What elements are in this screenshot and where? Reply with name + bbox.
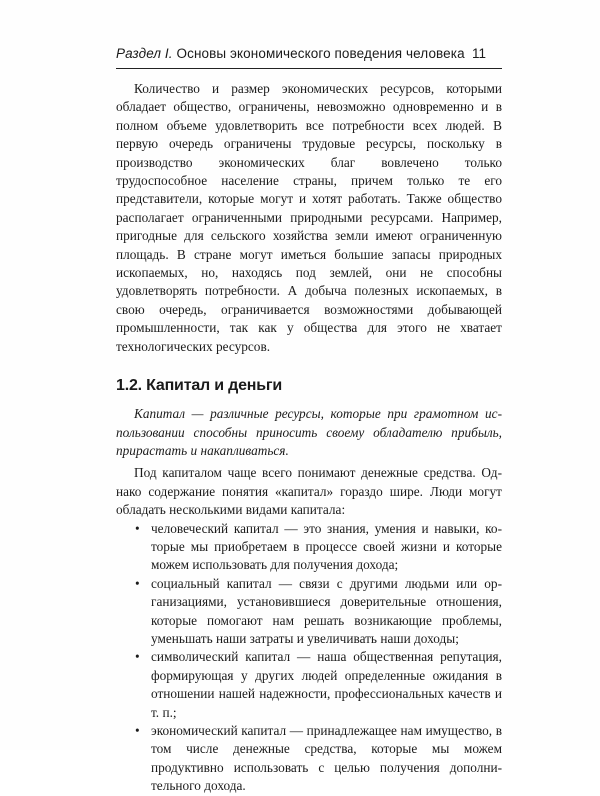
list-item-text: символический капитал — наша общественная репутация, формирующая у других людей определенные ожидания в отношении нашей надежности, профессиональных качеств и т. п.; [151, 649, 502, 720]
capital-types-list [116, 520, 502, 796]
list-item-human-capital [135, 520, 502, 575]
page-number: 11 [471, 46, 486, 61]
running-title [116, 46, 465, 61]
chapter-title: Основы экономического поведения человека [176, 46, 465, 61]
running-header [116, 44, 502, 69]
list-item-text: человеческий капитал — это знания, умения и навыки, которые мы приобретаем в процессе своей жизни и которые можем использовать для получения дохода; [151, 520, 502, 573]
bullet-icon: • [135, 520, 140, 536]
definition-paragraph: Капитал — различные ресурсы, которые при грамотном использовании способны приносить своему обладателю прибыль, прирастать и накапливаться. [116, 406, 502, 458]
part-label: Раздел I. [116, 46, 173, 61]
section-heading: 1.2. Капитал и деньги [116, 377, 282, 395]
list-item-social-capital [135, 575, 502, 649]
list-item-text: экономический капитал — принадлежащее нам имущество, в том числе денежные средства, которые мы можем продуктивно использовать с целью получения дополнительного дохода. [151, 723, 502, 794]
list-item-symbolic-capital [135, 648, 502, 722]
intro-paragraph: Количество и размер экономических ресурсов, которыми обладает общество, ограничены, невозможно одновременно и в полном объеме удовлетворить все потребности всех людей. В первую очередь ограничены трудовые ресурсы, поскольку в производство экономических благ вовлечено только трудоспособное население страны, причем только те его представители, которые могут и хотят работать. Также общество располагает ограниченными природными ресурсами. Например, пригодные для сельского хозяйства земли имеют ограниченную площадь. В стране могут иметься большие запасы природных ископаемых, но, находясь под землей, они не способны удовлетворять потребности. А добыча полезных ископаемых, в свою очередь, ограничивается возможностями добывающей промышленности, так как у общества для этого не хватает технологических ресурсов. [116, 81, 502, 354]
page-body [116, 80, 502, 796]
bullet-icon: • [135, 649, 140, 665]
capital-paragraph: Под капиталом чаще всего понимают денежные средства. Однако содержание понятия «капитал» гораздо шире. Люди могут обладать несколькими видами капитала: [116, 465, 502, 518]
bullet-icon: • [135, 723, 140, 738]
bullet-icon: • [135, 575, 140, 591]
list-item-economic-capital [135, 722, 502, 796]
list-item-text: социальный капитал — связи с другими людьми или организациями, установившиеся доверительные отношения, которые помогают нам решать возникающие проблемы, уменьшать наши затраты и увеличивать наши доходы; [151, 575, 502, 646]
